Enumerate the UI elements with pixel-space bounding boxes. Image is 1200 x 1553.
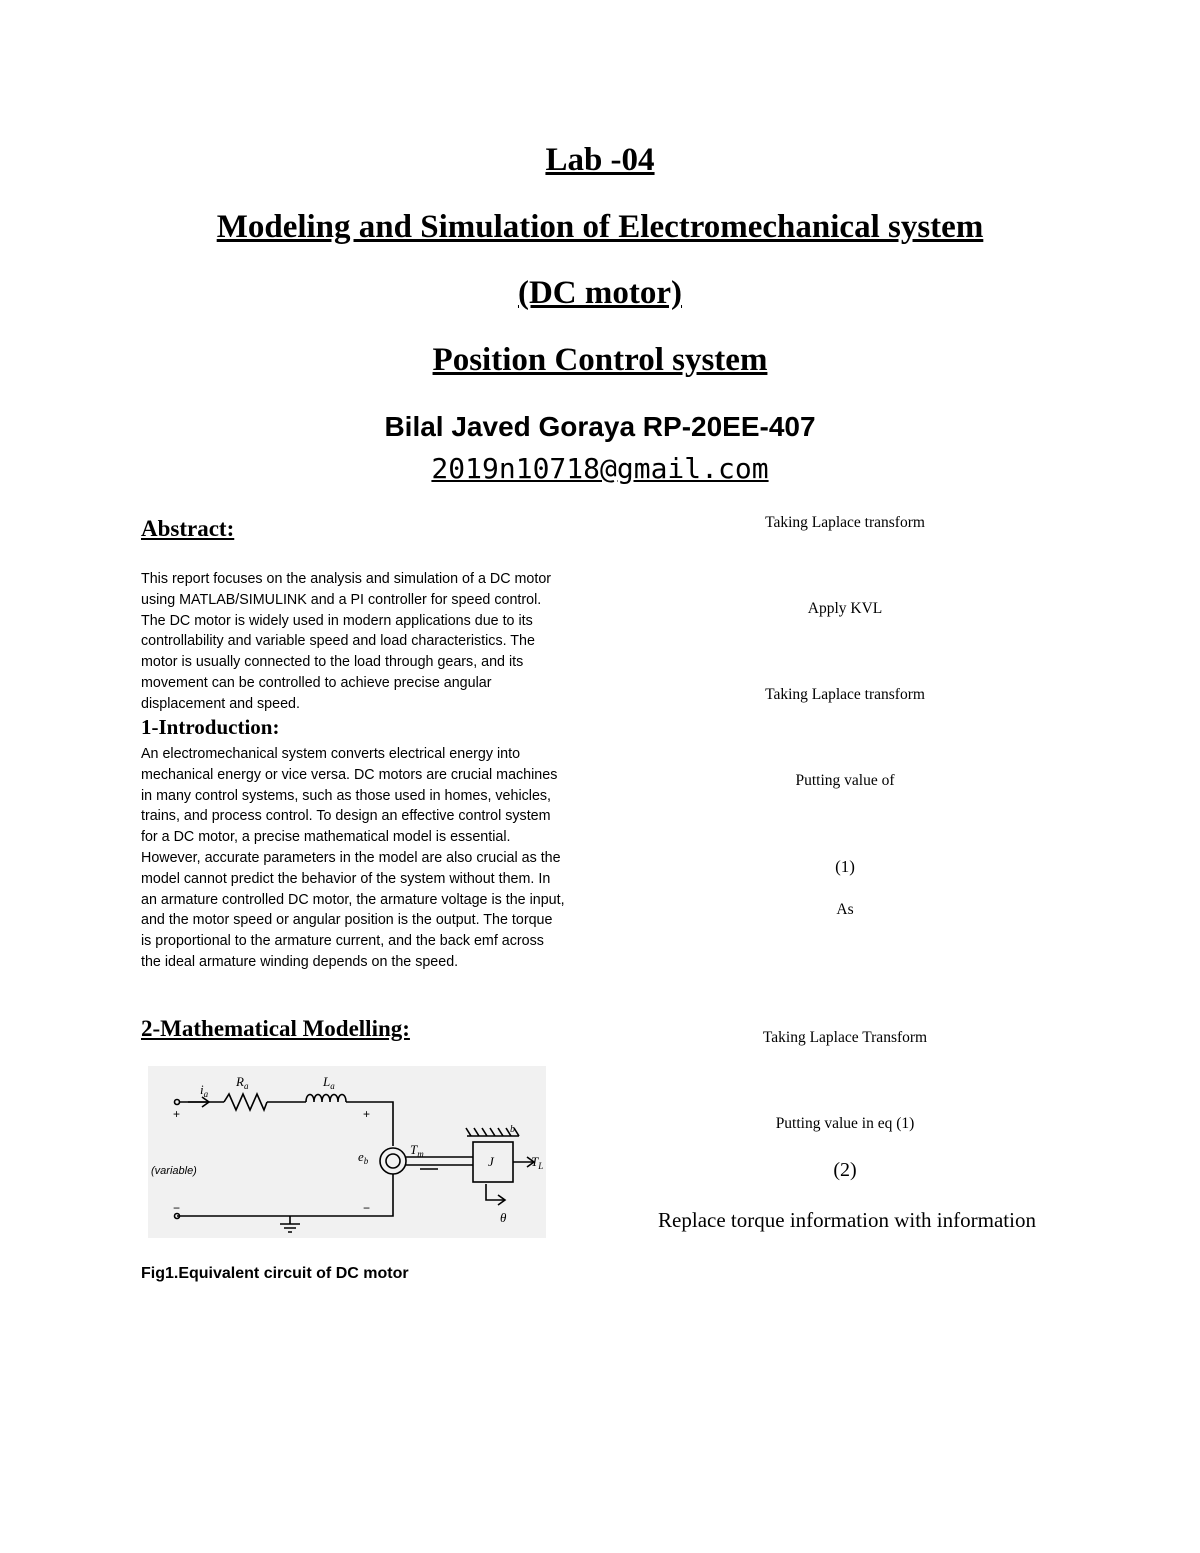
label-la: $L_a$ [323,1074,335,1091]
right-step-laplace-1: Taking Laplace transform [765,514,925,531]
right-step-putting-eq1: Putting value in eq (1) [775,1115,915,1132]
author-email-link[interactable]: 2019n10718@gmail.com [431,452,769,485]
label-j: J [488,1154,494,1169]
right-step-laplace-2: Taking Laplace transform [765,686,925,703]
document-title: Modeling and Simulation of Electromechanical system [216,209,984,245]
modelling-heading: 2-Mathematical Modelling: [141,1016,410,1041]
document-topic: Position Control system [432,342,768,378]
label-minus-left: − [173,1201,181,1215]
label-source-variable: (variable) [151,1165,197,1177]
label-eb: $e_b$ [358,1149,369,1166]
replace-torque-note: Replace torque information with information [658,1208,1036,1232]
right-step-as: As [836,901,854,918]
label-b: b [510,1124,515,1135]
right-step-laplace-3: Taking Laplace Transform [762,1029,928,1046]
introduction-paragraph: An electromechanical system converts electrical energy into mechanical energy or vice versa. DC motors are crucial machines in many control systems, such as those used in homes, vehicles, trains, and process control. To design an effective control system for a DC motor, a precise mathematical model is essential. However, accurate parameters in the model are also crucial as the model cannot predict the behavior of the system without them. In an armature controlled DC motor, the armature voltage is the input, and the motor speed or angular position is the output. The torque is proportional to the armature current, and the back emf across the ideal armature winding depends on the speed. [141,746,565,970]
label-plus-left: + [173,1107,181,1121]
lab-number: Lab -04 [545,142,655,178]
dc-motor-circuit-diagram [148,1066,546,1238]
introduction-heading: 1-Introduction: [141,715,280,739]
label-ra: $R_a$ [236,1074,249,1091]
label-tm: $T_m$ [410,1142,424,1159]
document-subtitle: (DC motor) [517,275,683,311]
abstract-heading: Abstract: [141,516,235,541]
label-plus-right: + [363,1107,371,1121]
label-tl: $T_L$ [531,1154,544,1171]
right-step-kvl: Apply KVL [807,600,883,617]
author-line: Bilal Javed Goraya RP-20EE-407 [384,411,816,442]
label-theta: θ [500,1210,507,1225]
label-ia: $i_a$ [200,1082,209,1099]
abstract-paragraph: This report focuses on the analysis and simulation of a DC motor using MATLAB/SIMULINK and a PI controller for speed control. The DC motor is widely used in modern applications due to its controllability and variable speed and load characteristics. The motor is usually connected to the load through gears, and its movement can be controlled to achieve precise angular displacement and speed. [141,571,552,712]
label-minus-right: − [363,1201,371,1215]
right-step-putting-value: Putting value of [795,772,895,789]
equation-number-1: (1) [835,857,855,876]
figure-caption: Fig1.Equivalent circuit of DC motor [141,1265,409,1282]
equation-number-2: (2) [833,1159,857,1181]
